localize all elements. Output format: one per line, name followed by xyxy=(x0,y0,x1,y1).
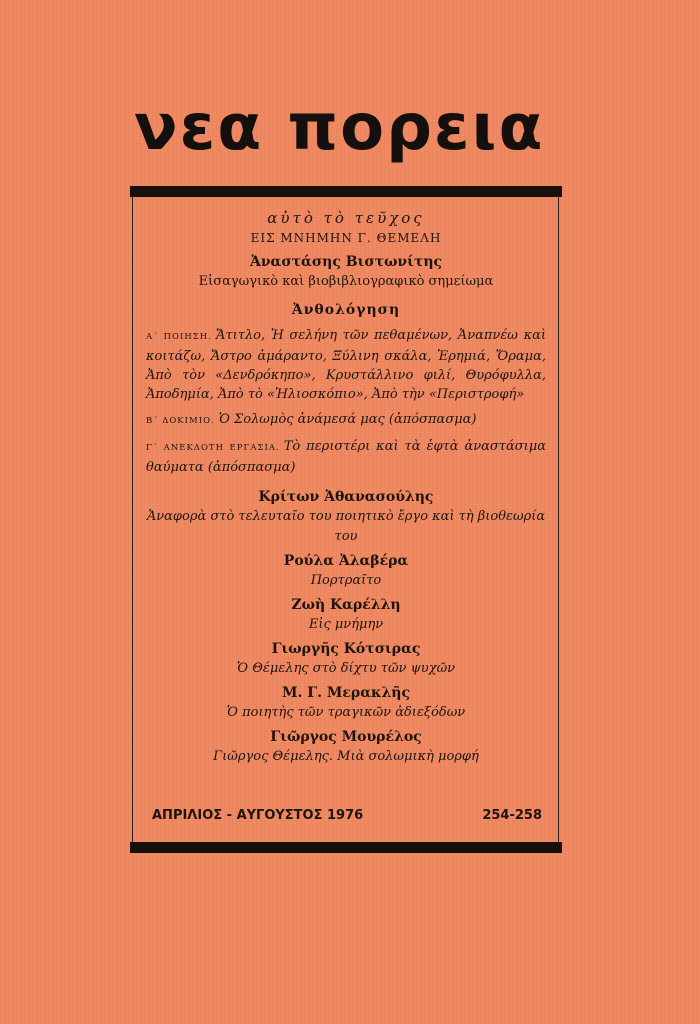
issue-footer xyxy=(152,808,542,823)
anthology-heading: Ἀνθολόγηση xyxy=(291,302,401,318)
contributor-work: Ὁ ποιητὴς τῶν τραγικῶν ἀδιεξόδων xyxy=(226,705,466,720)
section-label: Β΄ ΔΟΚΙΜΙΟ. xyxy=(146,416,215,426)
intro-work: Εἰσαγωγικὸ καὶ βιοβιβλιογραφικὸ σημείωμα xyxy=(198,274,494,289)
magazine-title: νεα πορεια xyxy=(134,91,545,165)
contributor-author: Ζωὴ Καρέλλη xyxy=(291,597,401,613)
section-text: Ὁ Σολωμὸς ἀνάμεσά μας (ἀπόσπασμα) xyxy=(218,412,477,427)
frame-left-line xyxy=(132,196,133,842)
dedication: ΕΙΣ ΜΝΗΜΗΝ Γ. ΘΕΜΕΛΗ xyxy=(250,231,442,245)
section-label: Α΄ ΠΟΙΗΣΗ. xyxy=(146,332,212,342)
contributor-author: Γιῶργος Μουρέλος xyxy=(270,729,422,745)
contributor-work: Γιῶργος Θέμελης. Μιὰ σολωμικὴ μορφή xyxy=(213,749,479,764)
contributor-work: Ἀναφορὰ στὸ τελευταῖο του ποιητικὸ ἔργο καὶ τὴ βιοθεωρία του xyxy=(146,509,546,544)
section-unpublished xyxy=(146,437,546,477)
contributor-work: Εἰς μνήμην xyxy=(308,617,384,632)
section-essay xyxy=(146,410,546,431)
section-text: Τὸ περιστέρι καὶ τὰ ἑφτὰ ἀναστάσιμα θαύματα (ἀπόσπασμα) xyxy=(146,439,546,475)
contributor-author: Ρούλα Ἀλαβέρα xyxy=(283,553,409,569)
contributor-author: Μ. Γ. Μερακλῆς xyxy=(281,685,411,701)
frame-right-line xyxy=(558,196,559,842)
contributor-work: Πορτραῖτο xyxy=(310,573,382,588)
contributor-author: Κρίτων Ἀθανασούλης xyxy=(258,489,434,505)
section-text: Ἄτιτλο, Ἡ σελήνη τῶν πεθαμένων, Ἀναπνέω καὶ κοιτάζω, Ἄστρο ἀμάραντο, Ξύλινη σκάλα, Ἐρημιά, Ὅραμα, Ἀπὸ τὸν «Δενδρόκηπο», Κρυστάλλινο φιλί, Θυρόφυλλα, Ἀποδημία, Ἀπὸ τὸ «Ἡλιοσκόπιο», Ἀπὸ τὴν «Περιστροφή» xyxy=(146,328,546,402)
contributor-author: Γιωργῆς Κότσιρας xyxy=(271,641,421,657)
issue-numbers: 254-258 xyxy=(482,808,542,823)
table-of-contents xyxy=(146,208,546,767)
top-rule xyxy=(130,186,562,197)
issue-heading: αὐτὸ τὸ τεῦχος xyxy=(267,209,425,227)
contributor-work: Ὁ Θέμελης στὸ δίχτυ τῶν ψυχῶν xyxy=(236,661,456,676)
intro-author: Ἀναστάσης Βιστωνίτης xyxy=(249,254,443,270)
bottom-rule xyxy=(130,842,562,853)
issue-date: ΑΠΡΙΛΙΟΣ - ΑΥΓΟΥΣΤΟΣ 1976 xyxy=(152,808,364,823)
section-label: Γ΄ ΑΝΕΚΔΟΤΗ ΕΡΓΑΣΙΑ. xyxy=(146,443,280,453)
section-poetry xyxy=(146,326,546,404)
